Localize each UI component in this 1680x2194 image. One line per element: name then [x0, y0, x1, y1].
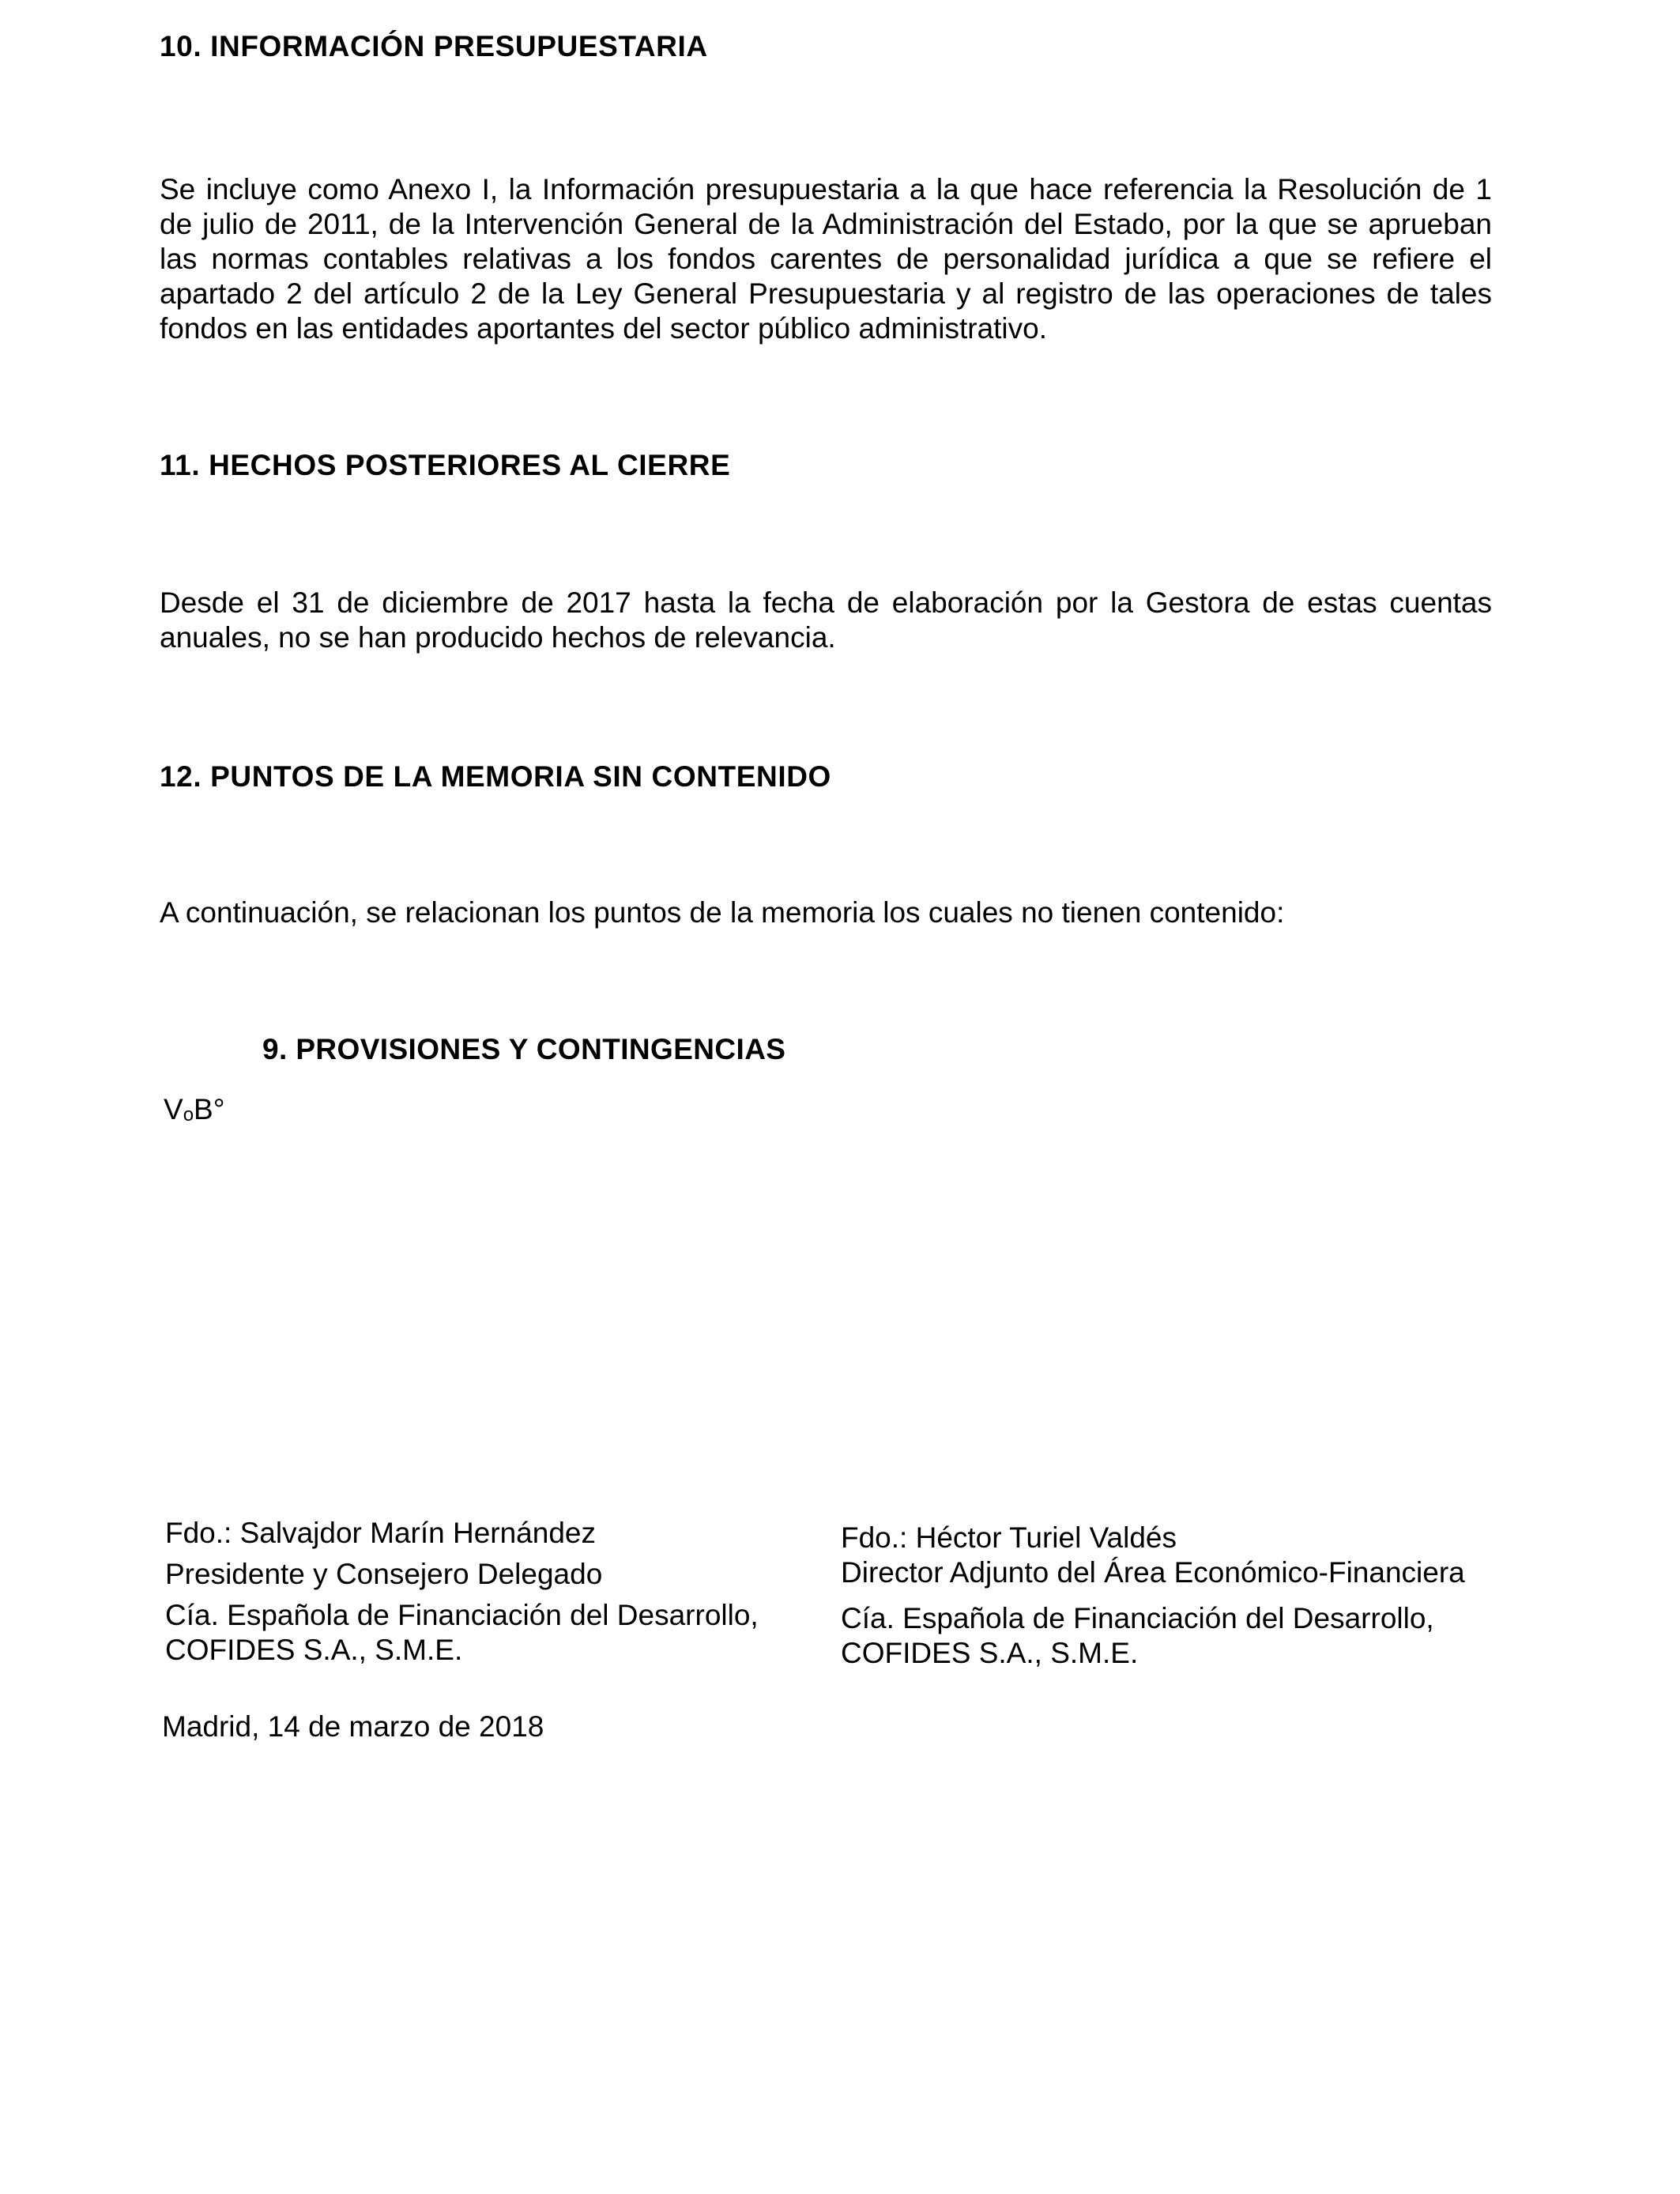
signature-left-company-1: Cía. Española de Financiación del Desarrollo, [165, 1599, 759, 1631]
section-10-title: 10. INFORMACIÓN PRESUPUESTARIA [160, 30, 708, 62]
section-12-title: 12. PUNTOS DE LA MEMORIA SIN CONTENIDO [160, 760, 831, 793]
section-11-body: Desde el 31 de diciembre de 2017 hasta la fecha de elaboración por la Gestora de estas cuentas anuales, no se han producido hechos de relevancia. [160, 586, 1492, 654]
signature-left-company-2: COFIDES S.A., S.M.E. [165, 1634, 463, 1666]
section-12-item: 9. PROVISIONES Y CONTINGENCIAS [262, 1033, 786, 1065]
signature-right-role: Director Adjunto del Área Económico-Financiera [841, 1556, 1465, 1589]
approval-b: B° [194, 1093, 225, 1125]
signature-left [165, 1516, 759, 1668]
signature-right-company-1: Cía. Española de Financiación del Desarrollo, [841, 1602, 1434, 1634]
section-12-body: A continuación, se relacionan los puntos de la memoria los cuales no tienen contenido: [160, 896, 1285, 929]
signature-right-name: Fdo.: Héctor Turiel Valdés [841, 1521, 1177, 1554]
approval-v: V [164, 1093, 183, 1125]
approval-o: o [183, 1104, 194, 1125]
section-11-title: 11. HECHOS POSTERIORES AL CIERRE [160, 449, 731, 481]
approval-mark [164, 1093, 225, 1126]
signature-left-name: Fdo.: Salvajdor Marín Hernández [165, 1517, 596, 1549]
place-date: Madrid, 14 de marzo de 2018 [162, 1710, 544, 1743]
signature-right [841, 1521, 1465, 1671]
signature-right-company-2: COFIDES S.A., S.M.E. [841, 1637, 1139, 1669]
section-10-body: Se incluye como Anexo I, la Información presupuestaria a la que hace referencia la Resolución de 1 de julio de 2011, de la Intervención General de la Administración del Estado, por la que se aprueban las normas contables relativas a los fondos carentes de personalidad jurídica a que se refiere el apartado 2 del artículo 2 de la Ley General Presupuestaria y al registro de las operaciones de tales fondos en las entidades aportantes del sector público administrativo. [160, 173, 1492, 345]
signature-left-role: Presidente y Consejero Delegado [165, 1558, 603, 1590]
